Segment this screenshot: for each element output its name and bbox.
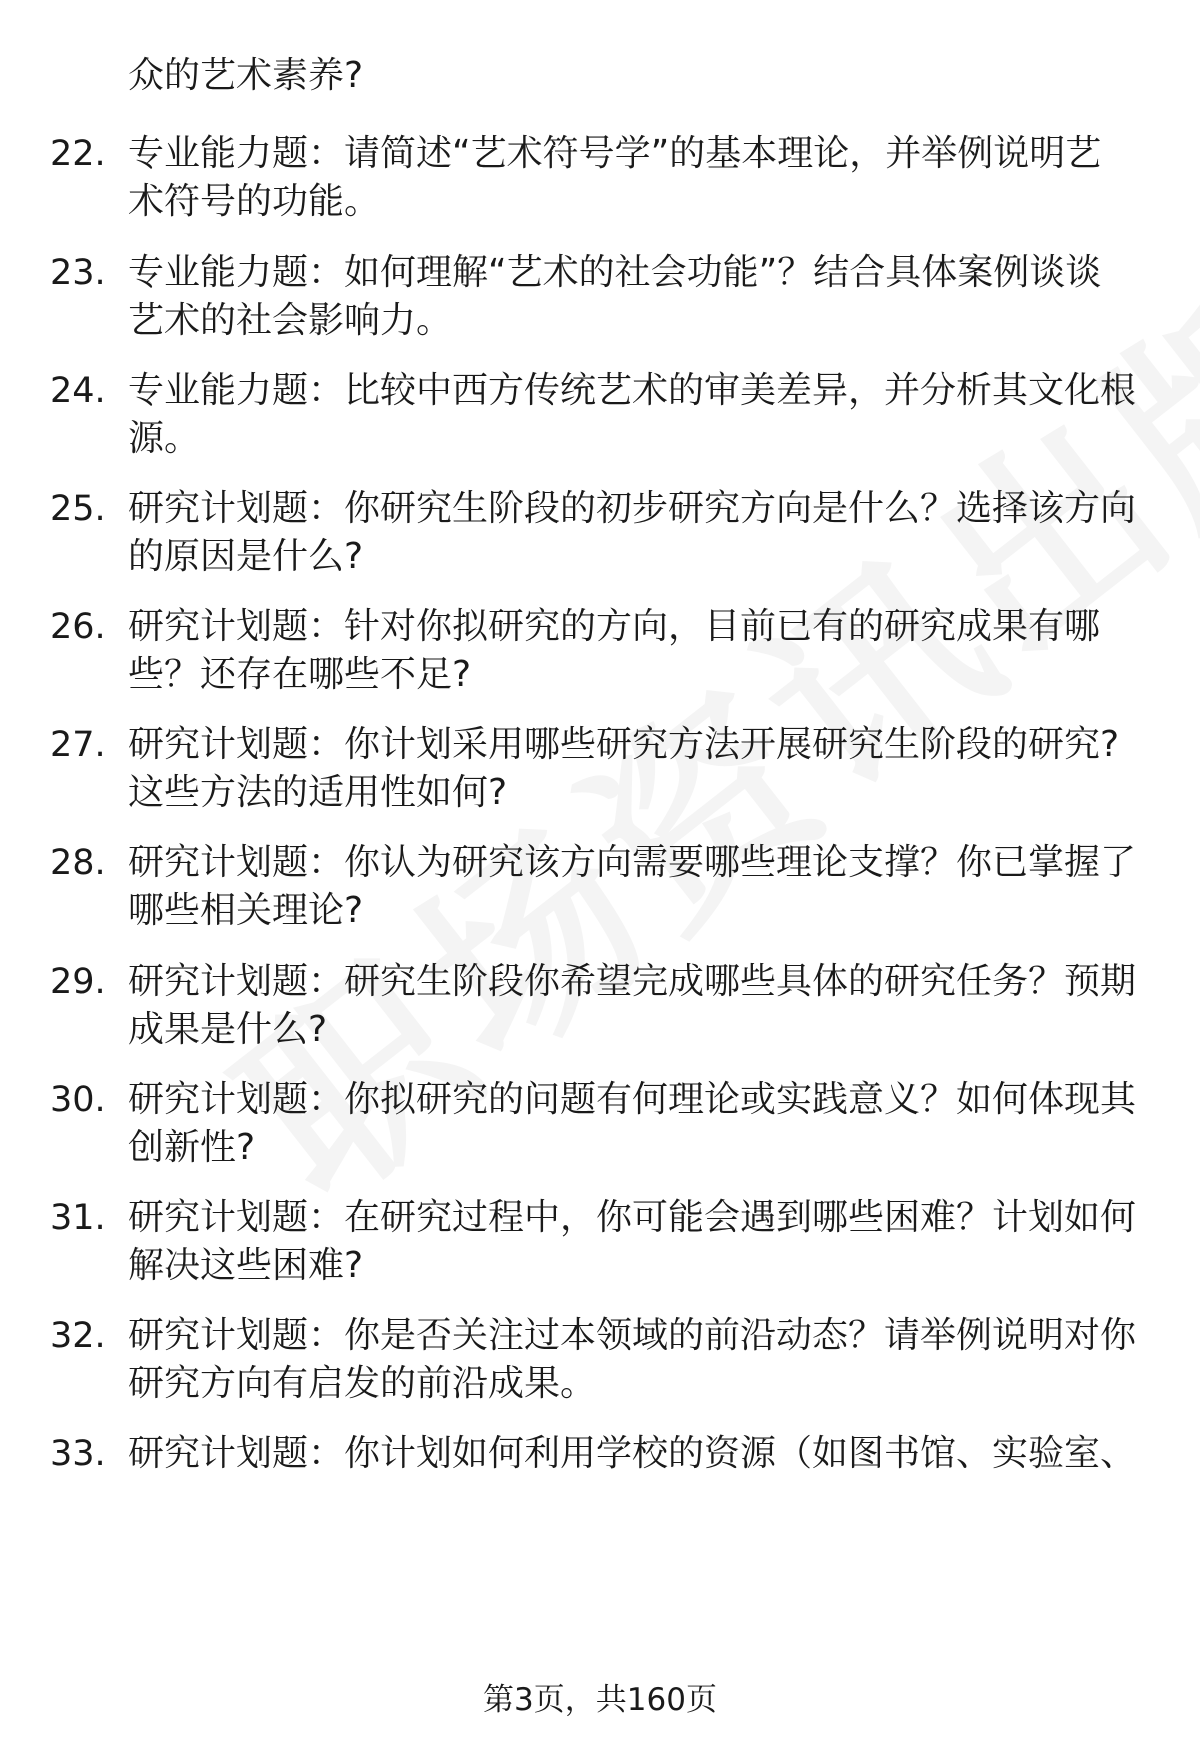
question-text [128, 367, 1158, 463]
question-line: 艺术的社会影响力。 [128, 300, 453, 341]
question-text [128, 249, 1158, 345]
question-text [128, 485, 1158, 581]
question-line: 专业能力题：如何理解“艺术的社会功能”？结合具体案例谈谈 [128, 252, 1102, 293]
question-line: 研究计划题：你拟研究的问题有何理论或实践意义？如何体现其 [128, 1079, 1137, 1120]
question-number: 25. [50, 489, 106, 529]
question-number: 32. [50, 1316, 106, 1356]
question-line: 众的艺术素养? [128, 55, 364, 96]
question-line: 成果是什么? [128, 1009, 328, 1050]
question-line: 术符号的功能。 [128, 181, 381, 222]
question-number: 28. [50, 843, 106, 883]
question-line: 研究计划题：你研究生阶段的初步研究方向是什么？选择该方向 [128, 488, 1137, 529]
question-text [128, 839, 1158, 935]
question-line: 的原因是什么? [128, 536, 364, 577]
question-number: 26. [50, 607, 106, 647]
question-line: 些？还存在哪些不足? [128, 654, 472, 695]
question-text [128, 1194, 1158, 1290]
question-number: 29. [50, 962, 106, 1002]
question-text [128, 721, 1158, 817]
question-line: 专业能力题：请简述“艺术符号学”的基本理论，并举例说明艺 [128, 133, 1102, 174]
question-number: 23. [50, 253, 106, 293]
question-number: 31. [50, 1198, 106, 1238]
question-number: 27. [50, 725, 106, 765]
question-line: 研究计划题：针对你拟研究的方向，目前已有的研究成果有哪 [128, 606, 1101, 647]
question-text [128, 1312, 1158, 1408]
question-line: 专业能力题：比较中西方传统艺术的审美差异，并分析其文化根 [128, 370, 1137, 411]
question-number: 22. [50, 134, 106, 174]
question-line: 研究计划题：研究生阶段你希望完成哪些具体的研究任务？预期 [128, 961, 1137, 1002]
question-line: 研究方向有启发的前沿成果。 [128, 1363, 597, 1404]
question-line: 创新性? [128, 1127, 256, 1168]
question-text [128, 1430, 1158, 1478]
question-text [128, 1076, 1158, 1172]
page-footer: 第3页，共160页 [483, 1682, 717, 1718]
question-number: 33. [50, 1434, 106, 1474]
question-number: 24. [50, 371, 106, 411]
question-line: 研究计划题：你是否关注过本领域的前沿动态？请举例说明对你 [128, 1315, 1137, 1356]
question-text [128, 603, 1158, 699]
question-line: 研究计划题：在研究过程中，你可能会遇到哪些困难？计划如何 [128, 1197, 1137, 1238]
question-line: 源。 [128, 418, 201, 459]
question-text [128, 52, 1158, 100]
question-line: 研究计划题：你计划如何利用学校的资源（如图书馆、实验室、 [128, 1433, 1137, 1474]
question-line: 研究计划题：你计划采用哪些研究方法开展研究生阶段的研究? [128, 724, 1120, 765]
question-number: 30. [50, 1080, 106, 1120]
question-text [128, 130, 1158, 226]
question-text [128, 958, 1158, 1054]
question-line: 这些方法的适用性如何? [128, 772, 508, 813]
question-line: 研究计划题：你认为研究该方向需要哪些理论支撑？你已掌握了 [128, 842, 1137, 883]
question-line: 哪些相关理论? [128, 890, 364, 931]
question-line: 解决这些困难? [128, 1245, 364, 1286]
